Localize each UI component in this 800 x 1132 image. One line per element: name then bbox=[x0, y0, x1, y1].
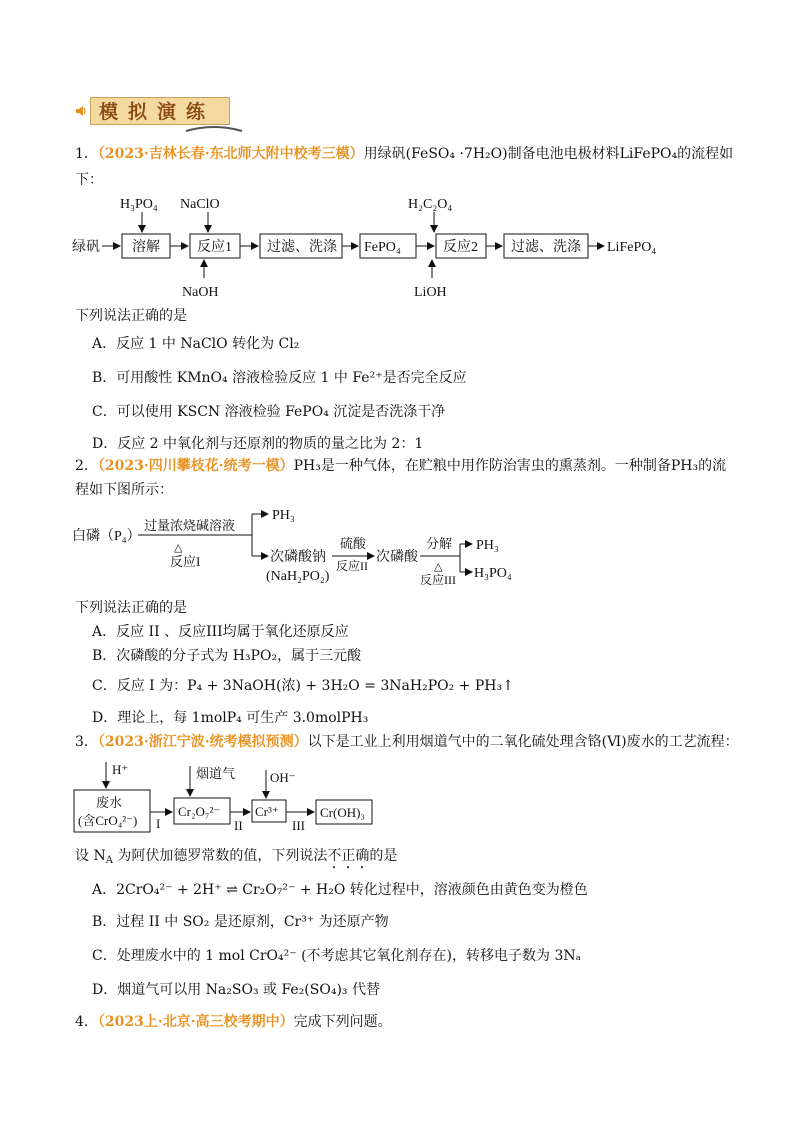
q2-stem-cont: 程如下图所示： bbox=[75, 482, 173, 498]
flow3-box1b: (含CrO₄²⁻) bbox=[78, 813, 138, 828]
badge-swoosh bbox=[184, 123, 244, 135]
q1-prompt: 下列说法正确的是 bbox=[75, 308, 187, 324]
flow3-box2-label: Cr₂O₇²⁻ bbox=[178, 804, 221, 819]
flow2-cond3-bottom: 反应III bbox=[420, 573, 456, 587]
flow2-out3: H₃PO₄ bbox=[474, 566, 512, 581]
flow1-end: LiFePO₄ bbox=[607, 240, 657, 255]
q1-option-a[interactable]: A．反应 1 中 NaClO 转化为 Cl₂ bbox=[92, 336, 300, 352]
flow1-box1-label: 溶解 bbox=[132, 240, 160, 255]
q2-flow-diagram bbox=[70, 500, 590, 595]
badge-label: 模拟演练 bbox=[90, 97, 230, 125]
q1-option-b[interactable]: B．可用酸性 KMnO₄ 溶液检验反应 1 中 Fe²⁺是否完全反应 bbox=[92, 370, 467, 386]
q1-stem: 1．（2023·吉林长春·东北师大附中校考三模）用绿矾(FeSO₄ ·7H₂O)制备电池电极材料LiFePO₄的流程如 bbox=[75, 146, 734, 162]
q2-stem: 2．（2023·四川攀枝花·统考一模）PH₃是一种气体，在贮粮中用作防治害虫的熏蒸剂。一种制备PH₃的流 bbox=[75, 458, 727, 474]
flow1-box3-label: 过滤、洗涤 bbox=[267, 240, 337, 255]
flow1-box2-label: 反应1 bbox=[197, 240, 232, 255]
flow2-mid-b: (NaH₂PO₂) bbox=[266, 569, 330, 584]
flow3-h: H⁺ bbox=[112, 762, 129, 777]
q2-prompt: 下列说法正确的是 bbox=[75, 600, 187, 616]
flow2-mid-a: 次磷酸钠 bbox=[270, 550, 326, 565]
flow1-in5: LiOH bbox=[414, 285, 447, 300]
q2-option-a[interactable]: A．反应 II 、反应III均属于氧化还原反应 bbox=[92, 624, 349, 640]
q2-option-c[interactable]: C．反应 I 为：P₄ + 3NaOH(浓) + 3H₂O = 3NaH₂PO₂ + PH₃↑ bbox=[92, 678, 514, 694]
q3-flow-diagram bbox=[70, 760, 390, 842]
flow3-step2: II bbox=[234, 818, 243, 833]
flow1-box6-label: 过滤、洗涤 bbox=[511, 240, 581, 255]
q1-option-d[interactable]: D．反应 2 中氧化剂与还原剂的物质的量之比为 2：1 bbox=[92, 436, 424, 452]
q3-option-a[interactable]: A．2CrO₄²⁻ + 2H⁺ ⇌ Cr₂O₇²⁻ + H₂O 转化过程中，溶液颜色由黄色变为橙色 bbox=[92, 882, 588, 898]
flow2-cond3-delta: △ bbox=[434, 561, 443, 573]
speaker-icon bbox=[74, 103, 88, 117]
flow2-cond-bottom: 反应I bbox=[170, 554, 201, 569]
q2-option-d[interactable]: D．理论上，每 1molP₄ 可生产 3.0molPH₃ bbox=[92, 710, 369, 726]
flow3-step3: III bbox=[292, 818, 305, 833]
q3-stem: 3．（2023·浙江宁波·统考模拟预测）以下是工业上利用烟道气中的二氧化硫处理含铬(Ⅵ)废水的工艺流程： bbox=[75, 734, 739, 750]
flow2-mid2: 次磷酸 bbox=[376, 550, 418, 565]
flow2-out1: PH₃ bbox=[272, 508, 295, 523]
q3-option-d[interactable]: D．烟道气可以用 Na₂SO₃ 或 Fe₂(SO₄)₃ 代替 bbox=[92, 982, 380, 998]
flow2-cond3-top: 分解 bbox=[426, 536, 453, 551]
flow1-start: 绿矾 bbox=[72, 240, 100, 255]
flow2-cond-top: 过量浓烧碱溶液 bbox=[144, 518, 236, 533]
q1-stem-cont: 下： bbox=[75, 172, 103, 188]
flow3-gas: 烟道气 bbox=[196, 766, 236, 781]
q3-prompt: 设 $N_A$ 为阿伏加德罗常数的值，下列说法不正确的是 bbox=[75, 848, 398, 866]
q1-option-c[interactable]: C．可以使用 KSCN 溶液检验 FePO₄ 沉淀是否洗涤干净 bbox=[92, 404, 446, 420]
q1-flow-diagram bbox=[70, 190, 710, 300]
flow1-box5-label: 反应2 bbox=[443, 240, 478, 255]
flow1-in4: H₂C₂O₄ bbox=[408, 197, 453, 212]
q3-option-b[interactable]: B．过程 II 中 SO₂ 是还原剂，Cr³⁺ 为还原产物 bbox=[92, 914, 389, 930]
flow1-in1: H₃PO₄ bbox=[120, 197, 158, 212]
flow3-box3-label: Cr³⁺ bbox=[255, 804, 279, 819]
flow2-cond2-bottom: 反应II bbox=[336, 559, 368, 573]
flow3-box4-label: Cr(OH)₃ bbox=[320, 805, 365, 820]
q2-option-b[interactable]: B．次磷酸的分子式为 H₃PO₂，属于三元酸 bbox=[92, 648, 362, 664]
flow3-oh: OH⁻ bbox=[270, 770, 296, 785]
flow3-box1a: 废水 bbox=[96, 795, 123, 810]
flow2-cond2-top: 硫酸 bbox=[340, 536, 367, 551]
q3-option-c[interactable]: C．处理废水中的 1 mol CrO₄²⁻ (不考虑其它氧化剂存在)，转移电子数为 3Nₐ bbox=[92, 948, 582, 964]
flow1-in2: NaClO bbox=[180, 197, 220, 212]
flow1-box4-label: FePO₄ bbox=[364, 240, 401, 255]
flow2-cond-delta: △ bbox=[174, 542, 183, 554]
q4-stem: 4．（2023上·北京·高三校考期中）完成下列问题。 bbox=[75, 1014, 392, 1030]
flow3-step1: I bbox=[156, 816, 161, 831]
flow2-start: 白磷（P₄） bbox=[72, 529, 141, 544]
flow1-in3: NaOH bbox=[182, 285, 219, 300]
flow2-out2: PH₃ bbox=[476, 538, 499, 553]
